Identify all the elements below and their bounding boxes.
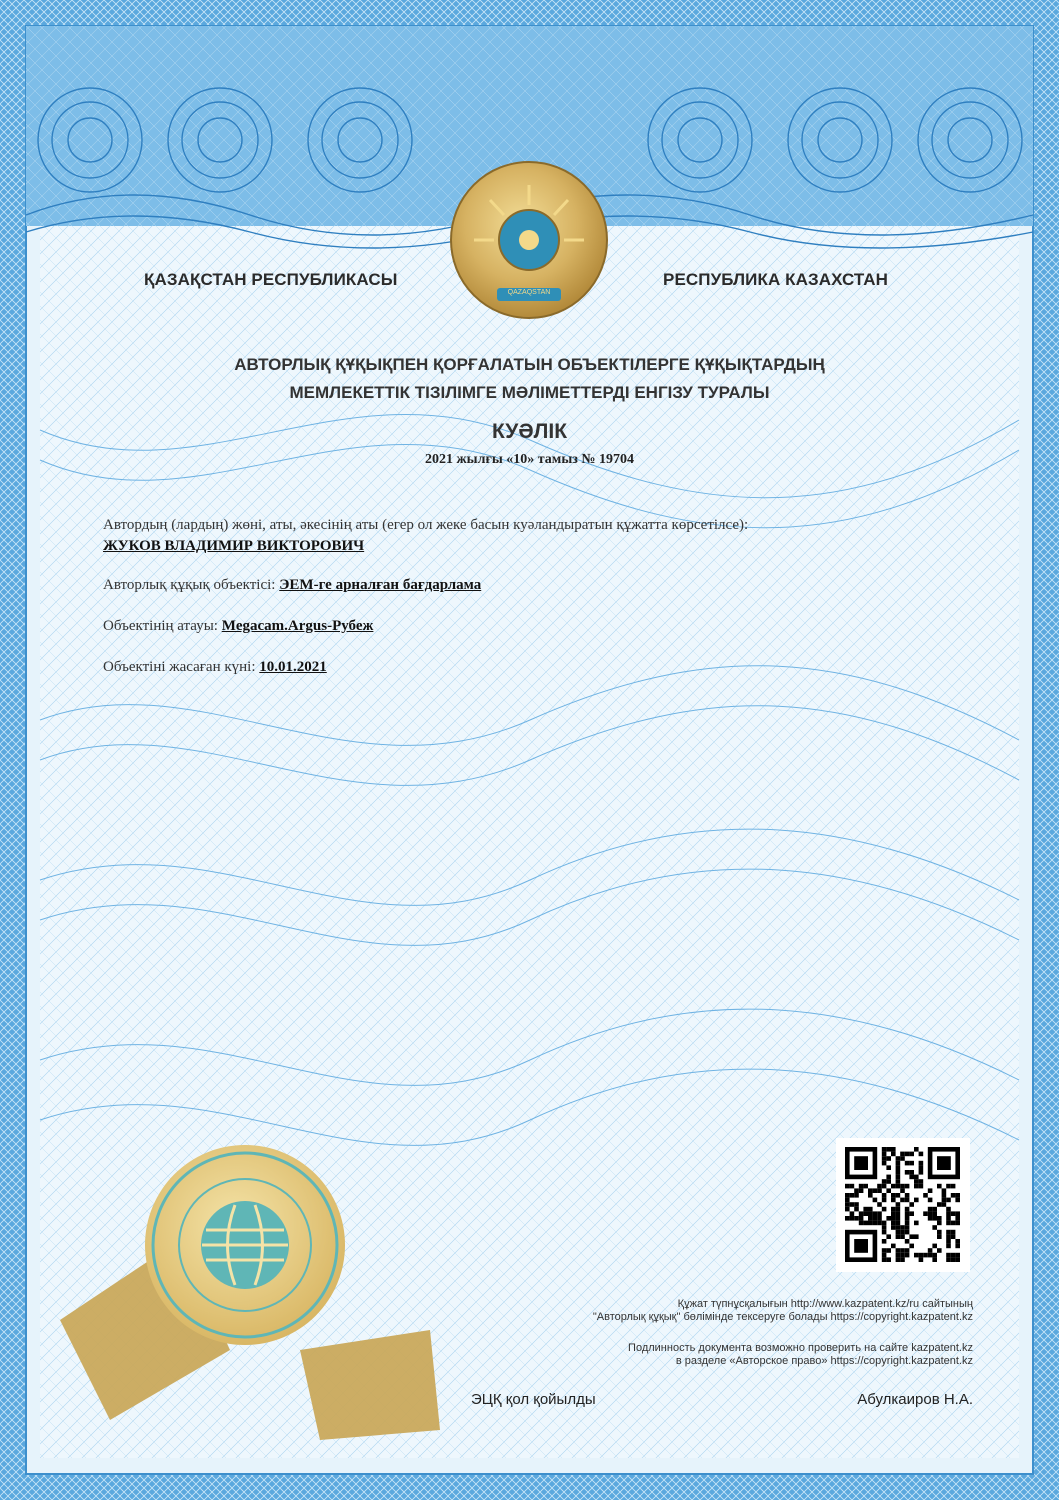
- object-type-value: ЭЕМ-ге арналған бағдарлама: [279, 577, 482, 593]
- verify-note-kz-line-2: "Авторлық құқық" бөлімінде тексеруге болады https://copyright.kazpatent.kz: [592, 1311, 973, 1323]
- verify-note-kz-line-1: Құжат түпнұсқалығын http://www.kazpatent.kz/ru сайтының: [677, 1298, 973, 1310]
- creation-date-label: Объектіні жасаған күні:: [103, 659, 256, 675]
- verify-note-ru-line-2: в разделе «Авторское право» https://copyright.kazpatent.kz: [675, 1355, 973, 1367]
- object-name-row: [103, 618, 373, 635]
- document-type: КУӘЛІК: [491, 420, 568, 443]
- document-number: 2021 жылғы «10» тамыз № 19704: [425, 452, 634, 467]
- country-name-ru: РЕСПУБЛИКА КАЗАХСТАН: [663, 270, 889, 289]
- e-signature-label: ЭЦҚ қол қойылды: [471, 1391, 596, 1408]
- verify-note-kz: [593, 1298, 973, 1324]
- author-label: Автордың (лардың) жөні, аты, әкесінің аты (егер ол жеке басын куәландыратын құжатта көрсетілсе):: [103, 517, 749, 533]
- object-name-value: Megacam.Argus-Рубеж: [221, 618, 374, 634]
- emblem-caption: QAZAQSTAN: [507, 289, 551, 296]
- title-line-2: МЕМЛЕКЕТТІК ТІЗІЛІМГЕ МӘЛІМЕТТЕРДІ ЕНГІЗУ ТУРАЛЫ: [289, 383, 770, 402]
- institute-seal: [140, 1140, 350, 1350]
- verify-note-ru: [628, 1342, 973, 1368]
- object-type-label: Авторлық құқық объектісі:: [103, 577, 276, 593]
- country-name-kz: ҚАЗАҚСТАН РЕСПУБЛИКАСЫ: [144, 270, 398, 289]
- verify-note-ru-line-1: Подлинность документа возможно проверить на сайте kazpatent.kz: [628, 1342, 973, 1354]
- object-type-row: [103, 577, 481, 594]
- creation-date-row: [103, 659, 327, 676]
- qr-code-image: [836, 1138, 970, 1272]
- signatory-name: Абулкаиров Н.А.: [857, 1391, 973, 1408]
- title-line-1: АВТОРЛЫҚ ҚҰҚЫҚПЕН ҚОРҒАЛАТЫН ОБЪЕКТІЛЕРГЕ ҚҰҚЫҚТАРДЫҢ: [234, 355, 825, 374]
- qr-code[interactable]: [836, 1138, 970, 1272]
- creation-date-value: 10.01.2021: [259, 659, 327, 675]
- object-name-label: Объектінің атауы:: [103, 618, 218, 634]
- author-name: ЖУКОВ ВЛАДИМИР ВИКТОРОВИЧ: [103, 538, 365, 554]
